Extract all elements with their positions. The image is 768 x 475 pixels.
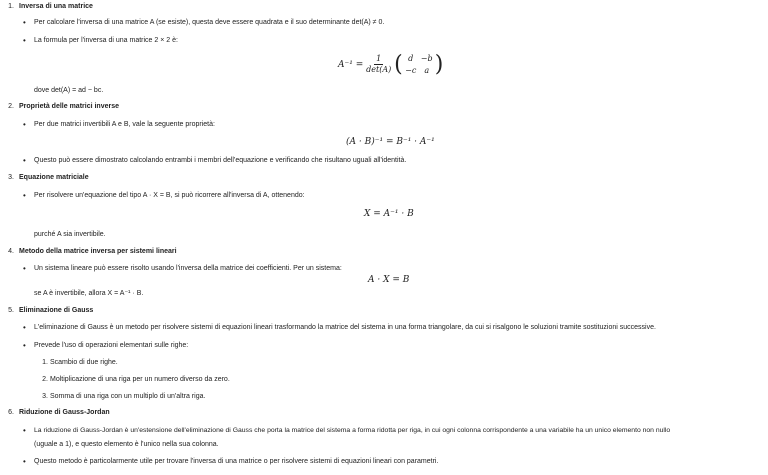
section-1-number: 1. bbox=[8, 3, 14, 10]
bullet-dot: • bbox=[23, 156, 26, 165]
section-6-bullet-1-continuation: (uguale a 1), e questo elemento è l'unico nella sua colonna. bbox=[34, 441, 219, 448]
bullet-dot: • bbox=[23, 341, 26, 350]
section-2-number: 2. bbox=[8, 103, 14, 110]
section-1-bullet-1: Per calcolare l'inversa di una matrice A (se esiste), questa deve essere quadrata e il suo determinante det(A) ≠ 0. bbox=[34, 19, 385, 26]
section-4-after: se A è invertibile, allora X = A⁻¹ · B. bbox=[34, 290, 144, 297]
operation-text: Moltiplicazione di una riga per un numero diverso da zero. bbox=[50, 376, 230, 383]
operation-text: Scambio di due righe. bbox=[50, 359, 118, 366]
matrix-cell: −c bbox=[405, 65, 417, 75]
inverse-product-formula: (A · B)⁻¹ = B⁻¹ · A⁻¹ bbox=[346, 137, 435, 147]
matrix-cell: a bbox=[424, 65, 430, 75]
fraction bbox=[366, 54, 391, 75]
inverse-2x2-formula bbox=[338, 52, 443, 78]
section-6-bullet-1: La riduzione di Gauss-Jordan è un'estensione dell'eliminazione di Gauss che porta la matrice del sistema a forma ridotta per riga, in cui ogni colonna corrispondente a una variabile ha un unico elemento non nullo bbox=[34, 427, 671, 434]
matrix-cell: −b bbox=[420, 53, 433, 63]
section-5-bullet-2: Prevede l'uso di operazioni elementari sulle righe: bbox=[34, 342, 189, 349]
operation-text: Somma di una riga con un multiplo di un'altra riga. bbox=[50, 393, 206, 400]
section-4-bullet-1: Un sistema lineare può essere risolto usando l'inversa della matrice dei coefficienti. Per un sistema: bbox=[34, 265, 342, 272]
bullet-dot: • bbox=[23, 323, 26, 332]
section-6-bullet-2: Questo metodo è particolarmente utile per trovare l'inversa di una matrice o per risolvere sistemi di equazioni lineari con parametri. bbox=[34, 458, 439, 465]
section-1-bullet-2: La formula per l'inversa di una matrice 2 × 2 è: bbox=[34, 37, 178, 44]
operation-number: 3. bbox=[42, 393, 48, 400]
section-5-title: Eliminazione di Gauss bbox=[19, 307, 94, 314]
section-5-bullet-1: L'eliminazione di Gauss è un metodo per risolvere sistemi di equazioni lineari trasformando la matrice del sistema in una forma triangolare, da cui si risalgono le soluzioni tramite sostituzioni successive. bbox=[34, 324, 656, 331]
section-1-after: dove det(A) = ad − bc. bbox=[34, 87, 104, 94]
bullet-dot: • bbox=[23, 264, 26, 273]
matrix-2x2 bbox=[403, 54, 435, 76]
operation-number: 1. bbox=[42, 359, 48, 366]
bullet-dot: • bbox=[23, 191, 26, 200]
right-paren: ) bbox=[434, 51, 444, 77]
section-3-bullet-1: Per risolvere un'equazione del tipo A · X = B, si può ricorrere all'inversa di A, ottenendo: bbox=[34, 192, 305, 199]
section-2-bullet-1: Per due matrici invertibili A e B, vale la seguente proprietà: bbox=[34, 121, 215, 128]
section-4-number: 4. bbox=[8, 248, 14, 255]
section-2-bullet-2: Questo può essere dimostrato calcolando entrambi i membri dell'equazione e verificando che risultano uguali all'identità. bbox=[34, 157, 407, 164]
bullet-dot: • bbox=[23, 18, 26, 27]
formula-lhs: A⁻¹ = bbox=[338, 60, 364, 70]
linear-system-formula: A · X = B bbox=[368, 275, 410, 285]
fraction-numerator: 1 bbox=[376, 54, 382, 63]
operation-number: 2. bbox=[42, 376, 48, 383]
left-paren: ( bbox=[394, 51, 403, 77]
section-2-title: Proprietà delle matrici inverse bbox=[19, 103, 119, 110]
section-3-title: Equazione matriciale bbox=[19, 174, 89, 181]
bullet-dot: • bbox=[23, 120, 26, 129]
matrix-cell: d bbox=[408, 53, 414, 63]
section-3-after: purché A sia invertibile. bbox=[34, 231, 106, 238]
fraction-denominator: det(A) bbox=[366, 65, 392, 74]
section-3-number: 3. bbox=[8, 174, 14, 181]
bullet-dot: • bbox=[23, 457, 26, 466]
section-1-title: Inversa di una matrice bbox=[19, 3, 93, 10]
section-6-title: Riduzione di Gauss-Jordan bbox=[19, 409, 110, 416]
matrix-equation-solution: X = A⁻¹ · B bbox=[364, 209, 414, 219]
section-4-title: Metodo della matrice inversa per sistemi lineari bbox=[19, 248, 177, 255]
bullet-dot: • bbox=[23, 426, 26, 435]
bullet-dot: • bbox=[23, 36, 26, 45]
section-5-number: 5. bbox=[8, 307, 14, 314]
section-6-number: 6. bbox=[8, 409, 14, 416]
